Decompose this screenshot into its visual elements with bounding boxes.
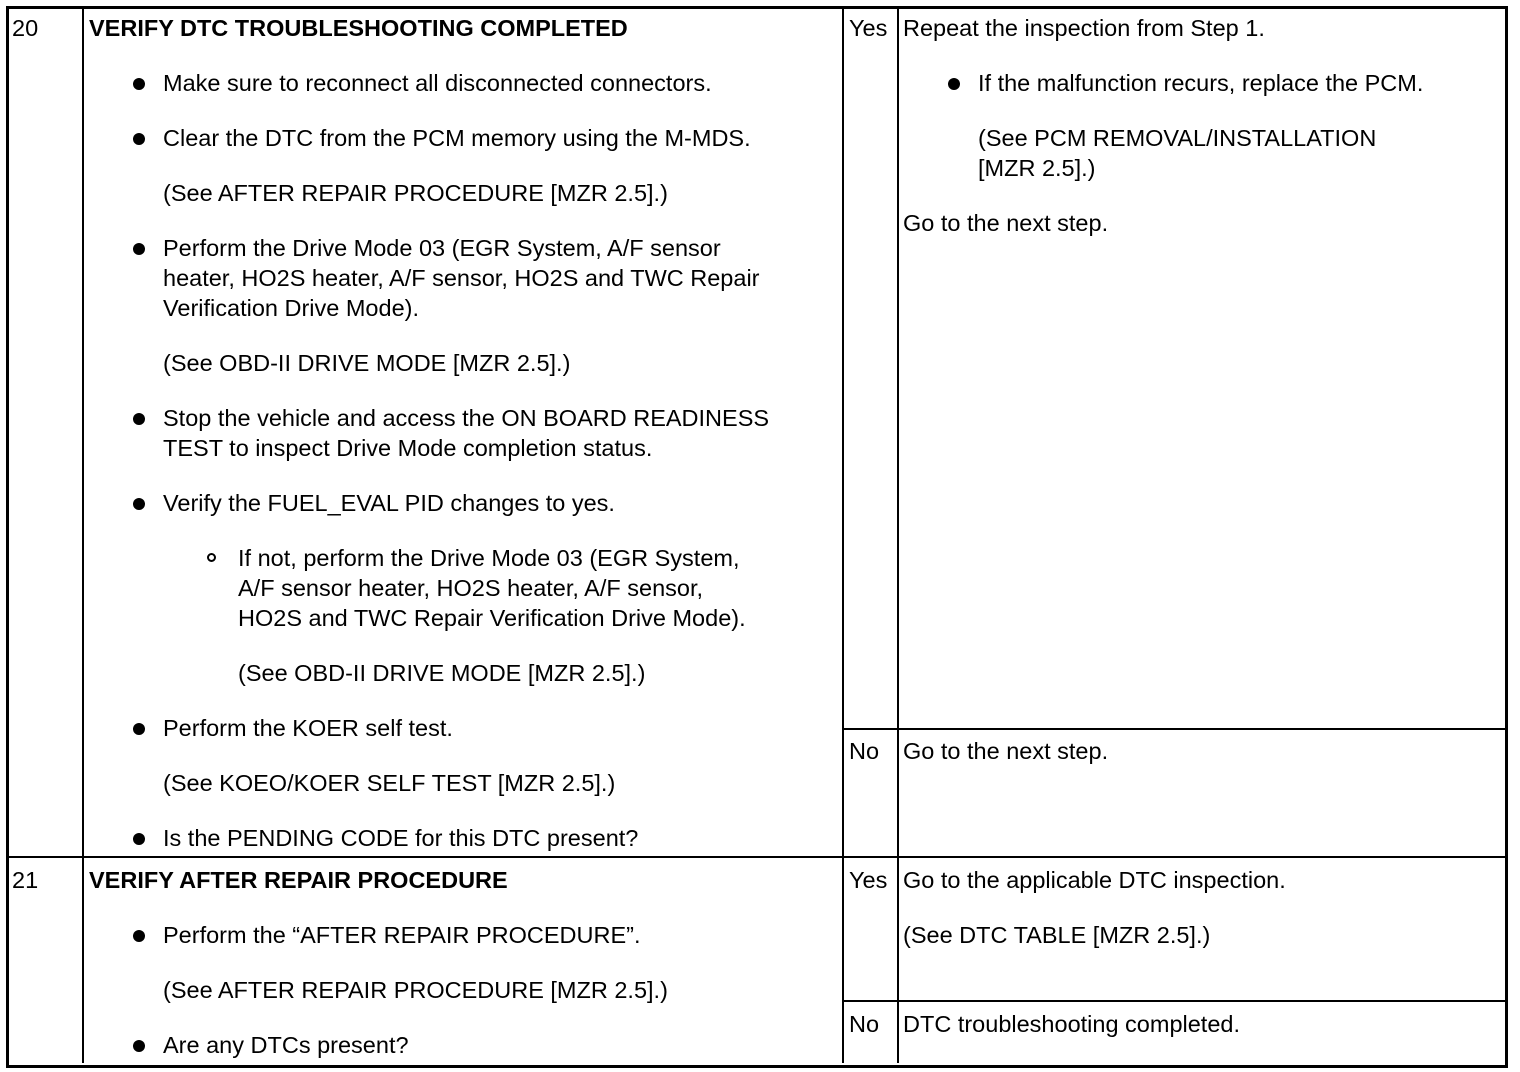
reference-link[interactable]: (See OBD-II DRIVE MODE [MZR 2.5].) [163, 350, 571, 376]
action-text: Stop the vehicle and access the ON BOARD READINESS [163, 405, 770, 431]
question-text: Is the PENDING CODE for this DTC present? [163, 825, 639, 851]
bullet-icon [133, 498, 145, 510]
action-text: Perform the “AFTER REPAIR PROCEDURE”. [163, 922, 641, 948]
bullet-icon [133, 1040, 145, 1052]
bullet-icon [133, 413, 145, 425]
column-divider-result [897, 7, 899, 1063]
bullet-icon [133, 243, 145, 255]
column-divider-action [842, 7, 844, 1063]
action-text: Make sure to reconnect all disconnected connectors. [163, 70, 712, 96]
bullet-icon [133, 78, 145, 90]
no-label: No [849, 738, 880, 764]
step-title: VERIFY AFTER REPAIR PROCEDURE [89, 867, 508, 893]
bullet-icon [133, 133, 145, 145]
reference-link[interactable]: (See AFTER REPAIR PROCEDURE [MZR 2.5].) [163, 180, 668, 206]
reference-link[interactable]: (See KOEO/KOER SELF TEST [MZR 2.5].) [163, 770, 616, 796]
step-number: 20 [12, 15, 39, 41]
sub-action-text: If not, perform the Drive Mode 03 (EGR System, [238, 545, 740, 571]
reference-link[interactable]: (See AFTER REPAIR PROCEDURE [MZR 2.5].) [163, 977, 668, 1003]
bullet-icon [133, 723, 145, 735]
result-text: Go to the next step. [903, 210, 1109, 236]
result-text: Go to the next step. [903, 738, 1109, 764]
reference-link[interactable]: [MZR 2.5].) [978, 155, 1096, 181]
reference-link[interactable]: (See DTC TABLE [MZR 2.5].) [903, 922, 1211, 948]
row-divider-step21-yes-no [842, 1000, 1505, 1002]
reference-link[interactable]: (See OBD-II DRIVE MODE [MZR 2.5].) [238, 660, 646, 686]
action-text: TEST to inspect Drive Mode completion status. [163, 435, 653, 461]
column-divider-step [82, 7, 84, 1063]
yes-label: Yes [849, 15, 888, 41]
bullet-icon [133, 833, 145, 845]
question-text: Are any DTCs present? [163, 1032, 409, 1058]
bullet-icon [948, 78, 960, 90]
result-text: If the malfunction recurs, replace the PCM. [978, 70, 1424, 96]
action-text: Verification Drive Mode). [163, 295, 419, 321]
row-divider-step20-yes-no [842, 728, 1505, 730]
action-text: heater, HO2S heater, A/F sensor, HO2S and TWC Repair [163, 265, 760, 291]
sub-action-text: A/F sensor heater, HO2S heater, A/F sensor, [238, 575, 704, 601]
action-text: Verify the FUEL_EVAL PID changes to yes. [163, 490, 615, 516]
action-text: Perform the Drive Mode 03 (EGR System, A/F sensor [163, 235, 721, 261]
step-number: 21 [12, 867, 39, 893]
row-divider-step20-21 [7, 856, 1505, 858]
action-text: Clear the DTC from the PCM memory using the M-MDS. [163, 125, 751, 151]
reference-link[interactable]: (See PCM REMOVAL/INSTALLATION [978, 125, 1377, 151]
result-text: Go to the applicable DTC inspection. [903, 867, 1286, 893]
result-text: DTC troubleshooting completed. [903, 1011, 1241, 1037]
bullet-icon [133, 930, 145, 942]
inspection-table [6, 6, 1508, 1068]
step-title: VERIFY DTC TROUBLESHOOTING COMPLETED [89, 15, 628, 41]
result-text: Repeat the inspection from Step 1. [903, 15, 1265, 41]
no-label: No [849, 1011, 880, 1037]
action-text: Perform the KOER self test. [163, 715, 453, 741]
sub-bullet-icon [207, 553, 216, 562]
yes-label: Yes [849, 867, 888, 893]
sub-action-text: HO2S and TWC Repair Verification Drive Mode). [238, 605, 746, 631]
